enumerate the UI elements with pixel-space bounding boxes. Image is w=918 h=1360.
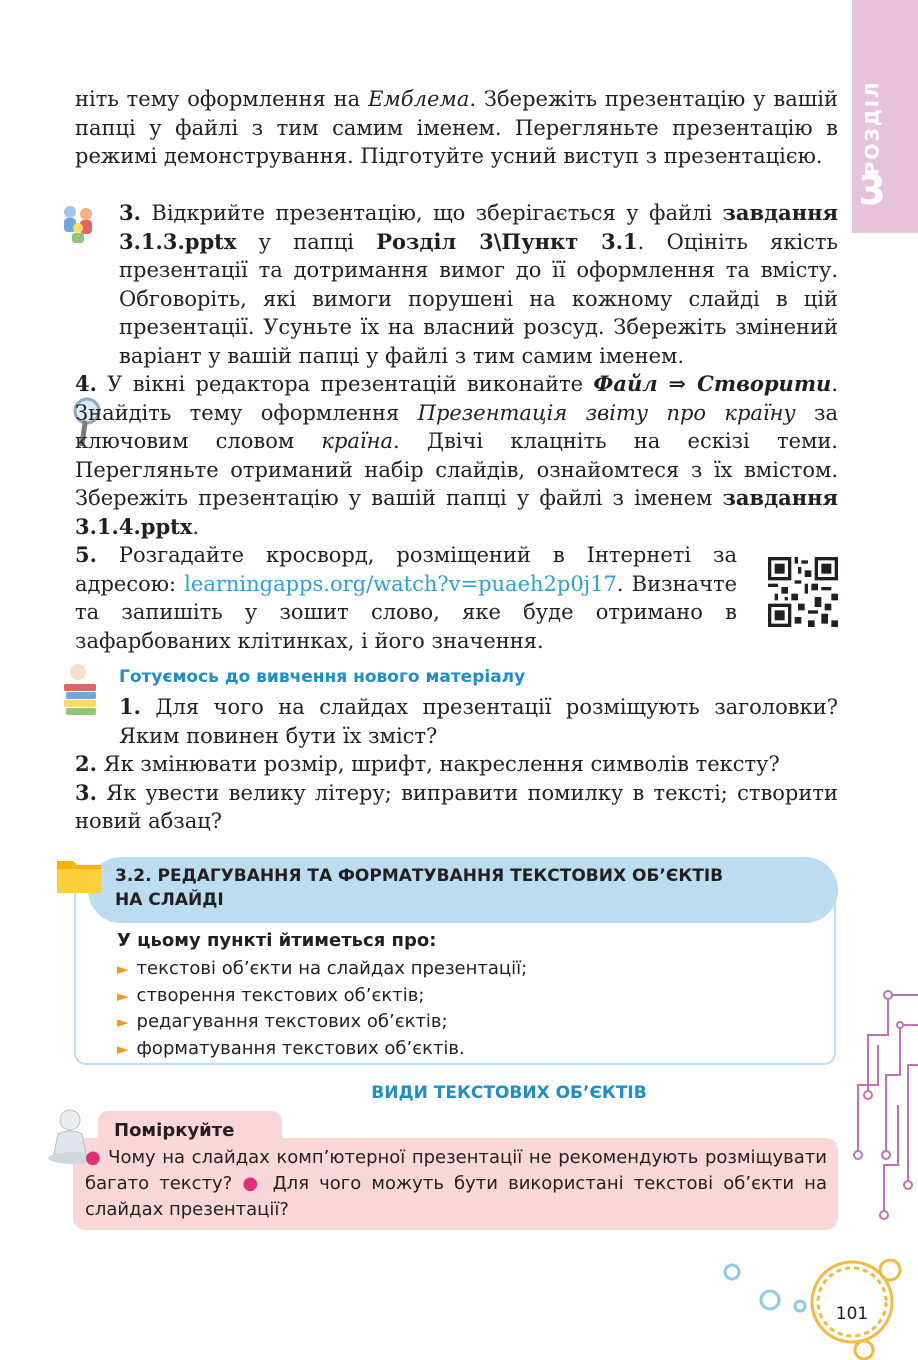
crossword-link[interactable]: learningapps.org/watch?v=puaeh2p0j17 (184, 571, 617, 596)
section-lead: У цьому пункті йтиметься про: (117, 930, 437, 951)
chapter-tab-word: РОЗДІЛ (862, 80, 885, 176)
bullet-dot-icon: ● (242, 1173, 263, 1194)
circuit-decoration (838, 985, 918, 1245)
section-topics-list (117, 956, 527, 1062)
paragraph-continuation: ніть тему оформлення на Емблема. Збережіть презентацію у вашій папці у файлі з тим самим іменем. Перегляньте презентацію в режимі демонстрування. Підготуйте усний виступ з презентацією. (75, 87, 838, 169)
arrow-bullet-icon: ► (117, 960, 129, 978)
list-item: ► текстові об’єкти на слайдах презентації; (117, 958, 528, 979)
folder-icon (55, 855, 103, 895)
arrow-bullet-icon: ► (117, 1013, 129, 1031)
prep-heading: Готуємось до вивчення нового матеріалу (119, 667, 526, 687)
gears-decoration (712, 1240, 918, 1360)
page-number: 101 (835, 1304, 869, 1324)
qr-code (768, 557, 838, 627)
arrow-bullet-icon: ► (117, 986, 129, 1005)
subheading: ВИДИ ТЕКСТОВИХ ОБ’ЄКТІВ (371, 1083, 647, 1103)
bullet-dot-icon: ● (85, 1147, 102, 1168)
prep-questions: 1. Для чого на слайдах презентації розміщують заголовки? Яким повинен бути їх зміст? 2. Як змінювати розмір, шрифт, накреслення символів тексту? 3. Як увести велику літеру; виправити помилку в тексті; створити новий абзац? (75, 694, 838, 834)
list-item: ► створення текстових об’єктів; (117, 984, 425, 1006)
section-title: 3.2. РЕДАГУВАННЯ ТА ФОРМАТУВАННЯ ТЕКСТОВИХ ОБ’ЄКТІВ НА СЛАЙДІ (115, 866, 724, 910)
task-4: 4. У вікні редактора презентацій виконайте Файл ⇒ Створити. Знайдіть тему оформлення Презентація звіту про країну за ключовим словом країна. Двічі клацніть на ескізі теми. Перегляньте отриманий набір слайдів, ознайомтеся з їх вмістом. Збережіть презентацію у вашій папці у файлі з іменем завдання 3.1.4.pptx. (75, 371, 838, 539)
task-5: 5. Розгадайте кросворд, розміщений в Інтернеті за адресою: learningapps.org/watch?v=puaeh2p0j17. Визначте та запишіть у зошит слово, яке буде отримано в зафарбованих клітинках, і його значення. (75, 542, 737, 653)
list-item: ► редагування текстових об’єктів; (117, 1011, 448, 1032)
think-text: ● Чому на слайдах комп’ютерної презентації не рекомендують розміщувати багато тексту? ● Для чого можуть бути використані текстові об’єкти на слайдах презентації? (85, 1147, 827, 1220)
think-label: Поміркуйте (114, 1120, 235, 1141)
arrow-bullet-icon: ► (117, 1039, 129, 1058)
list-item: ► форматування текстових об’єктів. (117, 1037, 465, 1059)
chapter-tab-number: 3 (858, 168, 886, 214)
task-3: 3. Відкрийте презентацію, що зберігається у файлі завдання 3.1.3.pptx у папці Розділ 3\Пункт 3.1. Оцініть якість презентації та дотримання вимог до її оформлення та вмісту. Обговоріть, які вимоги порушені на кожному слайді в цій презентації. Усуньте їх на власний розсуд. Збережіть змінений варіант у вашій папці у файлі з тим самим іменем. (119, 200, 838, 368)
